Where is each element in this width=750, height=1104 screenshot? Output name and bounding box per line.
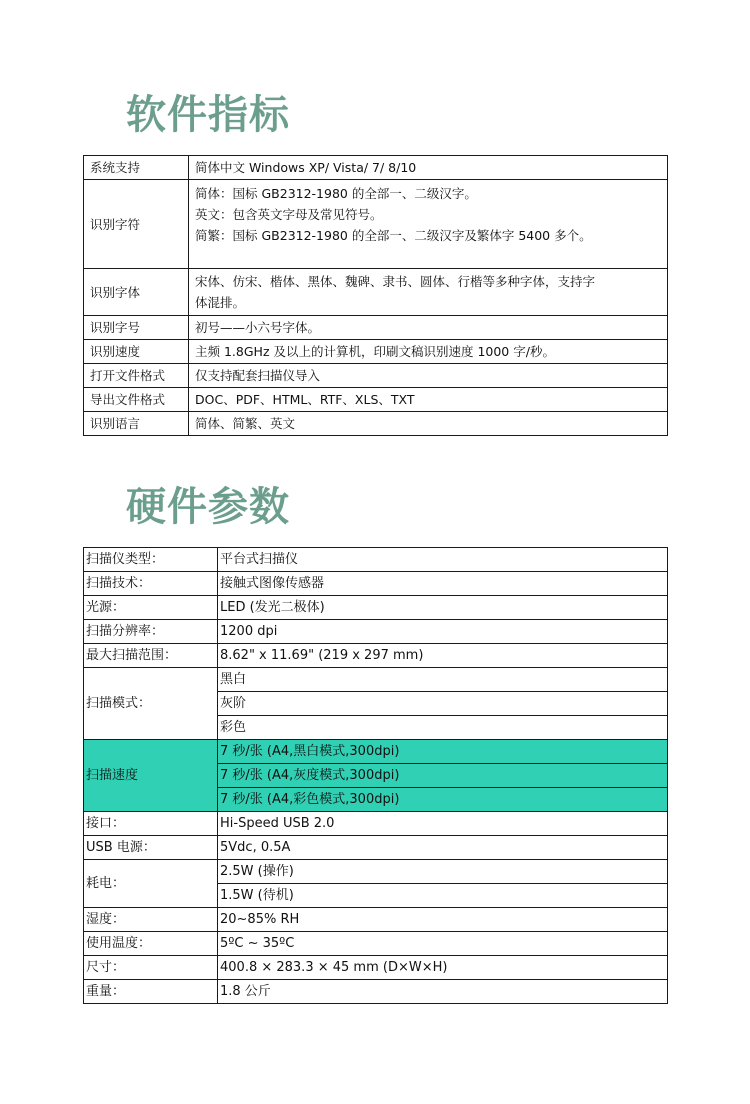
spec-key: 接口： bbox=[84, 812, 218, 836]
spec-value: 主频 1.8GHz 及以上的计算机，印刷文稿识别速度 1000 字/秒。 bbox=[189, 340, 668, 364]
spec-line: 宋体、仿宋、楷体、黑体、魏碑、隶书、圆体、行楷等多种字体，支持字 bbox=[195, 274, 596, 289]
table-row bbox=[84, 316, 668, 340]
spec-value: 7 秒/张 (A4,彩色模式,300dpi) bbox=[218, 788, 668, 812]
table-row bbox=[84, 572, 668, 596]
spec-value: 彩色 bbox=[218, 716, 668, 740]
spec-key: 湿度： bbox=[84, 908, 218, 932]
spec-value: 20~85% RH bbox=[218, 908, 668, 932]
spec-line: 简繁：国标 GB2312-1980 的全部一、二级汉字及繁体字 5400 多个。 bbox=[195, 228, 592, 243]
spec-value: 平台式扫描仪 bbox=[218, 548, 668, 572]
spec-value: 5Vdc, 0.5A bbox=[218, 836, 668, 860]
spec-value: 8.62" x 11.69" (219 x 297 mm) bbox=[218, 644, 668, 668]
software-spec-heading: 软件指标 bbox=[126, 92, 290, 138]
table-row bbox=[84, 644, 668, 668]
table-row bbox=[84, 412, 668, 436]
table-row bbox=[84, 860, 668, 884]
table-row bbox=[84, 956, 668, 980]
spec-key: 光源： bbox=[84, 596, 218, 620]
spec-key: 耗电： bbox=[84, 860, 218, 908]
table-row bbox=[84, 388, 668, 412]
table-row bbox=[84, 836, 668, 860]
spec-value: 1.8 公斤 bbox=[218, 980, 668, 1004]
spec-value bbox=[189, 269, 668, 316]
table-row bbox=[84, 908, 668, 932]
spec-key: 扫描模式： bbox=[84, 668, 218, 740]
spec-key: 系统支持 bbox=[84, 156, 189, 180]
spec-value: LED (发光二极体) bbox=[218, 596, 668, 620]
spec-key: 识别语言 bbox=[84, 412, 189, 436]
spec-value: 初号——小六号字体。 bbox=[189, 316, 668, 340]
spec-key: 扫描速度 bbox=[84, 740, 218, 812]
table-row-highlight bbox=[84, 740, 668, 764]
spec-key: 尺寸： bbox=[84, 956, 218, 980]
spec-value: 400.8 × 283.3 × 45 mm (D×W×H) bbox=[218, 956, 668, 980]
hardware-spec-table bbox=[83, 547, 668, 1004]
spec-key: 导出文件格式 bbox=[84, 388, 189, 412]
table-row bbox=[84, 269, 668, 316]
table-row bbox=[84, 548, 668, 572]
table-row bbox=[84, 596, 668, 620]
spec-key: 扫描仪类型： bbox=[84, 548, 218, 572]
spec-value: 7 秒/张 (A4,黑白模式,300dpi) bbox=[218, 740, 668, 764]
spec-key: 扫描技术： bbox=[84, 572, 218, 596]
spec-value: 1.5W (待机) bbox=[218, 884, 668, 908]
hardware-spec-heading: 硬件参数 bbox=[126, 484, 290, 530]
spec-value: 仅支持配套扫描仪导入 bbox=[189, 364, 668, 388]
spec-key: 识别字体 bbox=[84, 269, 189, 316]
software-spec-table bbox=[83, 155, 668, 436]
spec-value: 2.5W (操作) bbox=[218, 860, 668, 884]
spec-line: 简体：国标 GB2312-1980 的全部一、二级汉字。 bbox=[195, 186, 477, 201]
spec-value: 简体中文 Windows XP/ Vista/ 7/ 8/10 bbox=[189, 156, 668, 180]
table-row bbox=[84, 156, 668, 180]
spec-value: DOC、PDF、HTML、RTF、XLS、TXT bbox=[189, 388, 668, 412]
table-row bbox=[84, 340, 668, 364]
spec-value: 接触式图像传感器 bbox=[218, 572, 668, 596]
spec-value: 7 秒/张 (A4,灰度模式,300dpi) bbox=[218, 764, 668, 788]
spec-key: 重量： bbox=[84, 980, 218, 1004]
table-row bbox=[84, 620, 668, 644]
spec-key: 识别速度 bbox=[84, 340, 189, 364]
spec-key: 最大扫描范围： bbox=[84, 644, 218, 668]
spec-line: 体混排。 bbox=[195, 295, 246, 310]
spec-value: 黑白 bbox=[218, 668, 668, 692]
spec-value: Hi-Speed USB 2.0 bbox=[218, 812, 668, 836]
spec-key: 扫描分辨率： bbox=[84, 620, 218, 644]
spec-value: 灰阶 bbox=[218, 692, 668, 716]
table-row bbox=[84, 668, 668, 692]
spec-key: 使用温度： bbox=[84, 932, 218, 956]
spec-line: 英文：包含英文字母及常见符号。 bbox=[195, 207, 383, 222]
table-row bbox=[84, 180, 668, 269]
spec-key: 识别字符 bbox=[84, 180, 189, 269]
table-row bbox=[84, 812, 668, 836]
spec-key: USB 电源： bbox=[84, 836, 218, 860]
spec-value bbox=[189, 180, 668, 269]
spec-value: 5ºC ~ 35ºC bbox=[218, 932, 668, 956]
spec-value: 简体、简繁、英文 bbox=[189, 412, 668, 436]
spec-value: 1200 dpi bbox=[218, 620, 668, 644]
spec-key: 识别字号 bbox=[84, 316, 189, 340]
table-row bbox=[84, 932, 668, 956]
table-row bbox=[84, 980, 668, 1004]
spec-key: 打开文件格式 bbox=[84, 364, 189, 388]
table-row bbox=[84, 364, 668, 388]
